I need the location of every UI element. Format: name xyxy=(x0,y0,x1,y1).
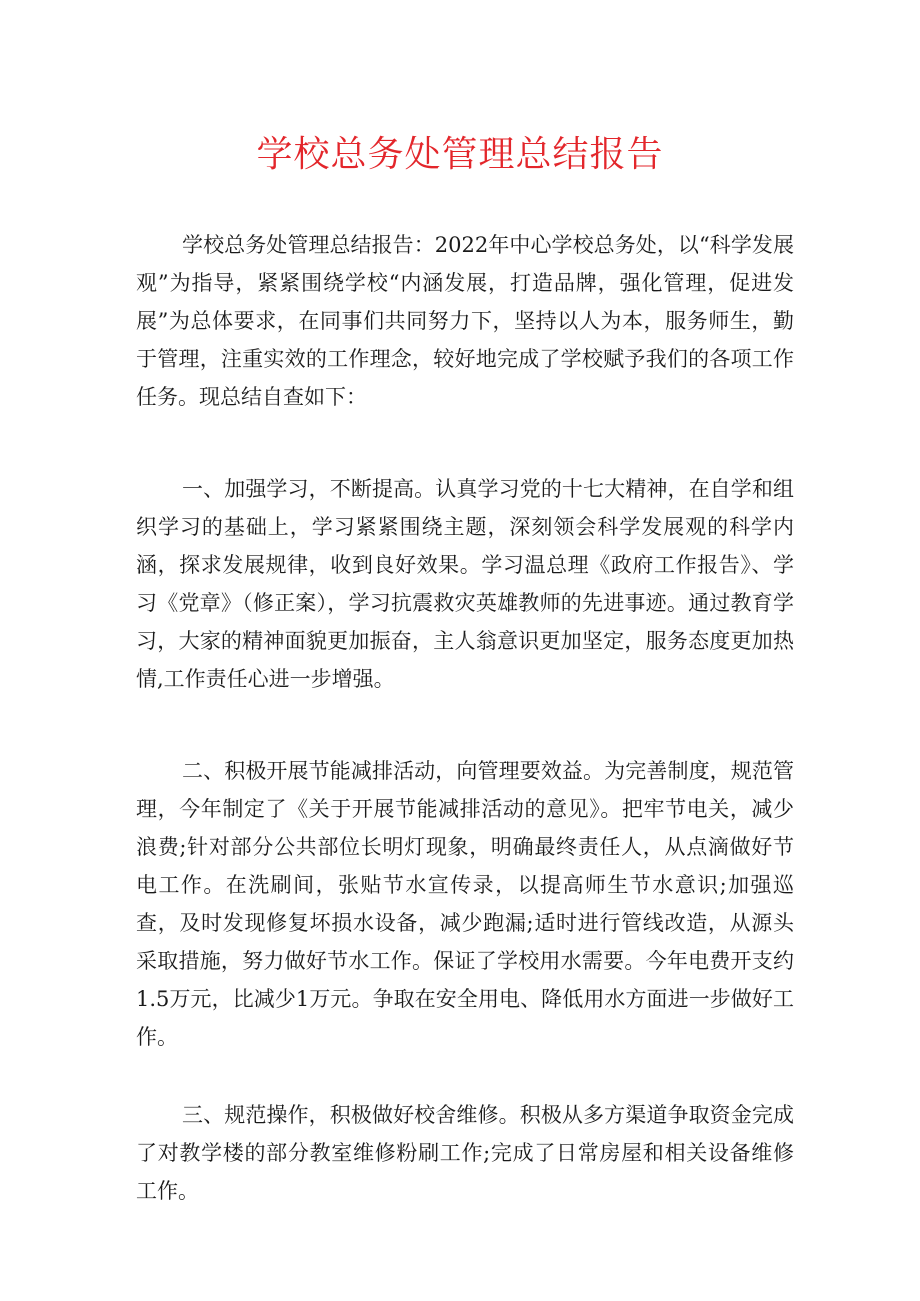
paragraph-intro: 学校总务处管理总结报告：2022年中心学校总务处，以“科学发展观”为指导，紧紧围绕学校“内涵发展，打造品牌，强化管理，促进发展”为总体要求，在同事们共同努力下，坚持以人为本，服务师生，勤于管理，注重实效的工作理念，较好地完成了学校赋予我们的各项工作任务。现总结自查如下： xyxy=(136,233,794,409)
document-title: 学校总务处管理总结报告 xyxy=(256,134,664,175)
paragraph-section-1: 一、加强学习，不断提高。认真学习党的十七大精神，在自学和组织学习的基础上，学习紧紧围绕主题，深刻领会科学发展观的科学内涵，探求发展规律，收到良好效果。学习温总理《政府工作报告》、学习《党章》（修正案），学习抗震救灾英雄教师的先进事迹。通过教育学习，大家的精神面貌更加振奋，主人翁意识更加坚定，服务态度更加热情,工作责任心进一步增强。 xyxy=(136,477,794,691)
paragraph-section-3: 三、规范操作，积极做好校舍维修。积极从多方渠道争取资金完成了对教学楼的部分教室维修粉刷工作;完成了日常房屋和相关设备维修工作。 xyxy=(136,1103,794,1203)
paragraph-section-2: 二、积极开展节能减排活动，向管理要效益。为完善制度，规范管理，今年制定了《关于开展节能减排活动的意见》。把牢节电关，减少浪费;针对部分公共部位长明灯现象，明确最终责任人，从点滴做好节电工作。在洗刷间，张贴节水宣传录，以提高师生节水意识;加强巡查，及时发现修复坏损水设备，减少跑漏;适时进行管线改造，从源头采取措施，努力做好节水工作。保证了学校用水需要。今年电费开支约1.5万元，比减少1万元。争取在安全用电、降低用水方面进一步做好工作。 xyxy=(136,759,794,1049)
